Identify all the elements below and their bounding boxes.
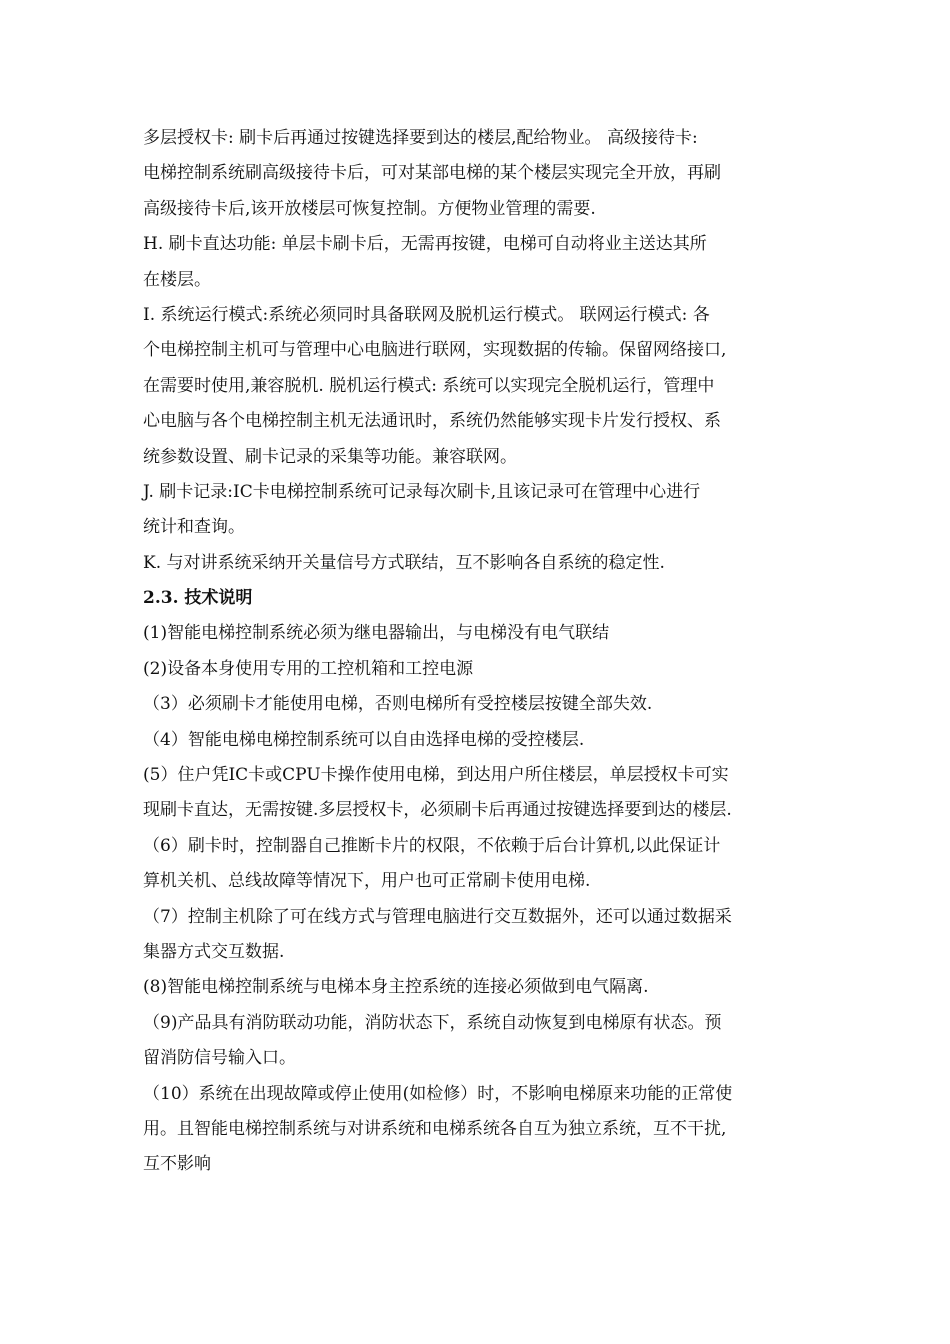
text-line: 在需要时使用,兼容脱机. 脱机运行模式: 系统可以实现完全脱机运行，管理中 bbox=[143, 375, 715, 396]
text-line: 在楼层。 bbox=[143, 269, 211, 290]
text-line: J. 刷卡记录:IC卡电梯控制系统可记录每次刷卡,且该记录可在管理中心进行 bbox=[143, 481, 701, 502]
text-line: 统计和查询。 bbox=[143, 517, 245, 538]
section-heading: 2.3. 技术说明 bbox=[143, 588, 253, 609]
text-line: (2)设备本身使用专用的工控机箱和工控电源 bbox=[143, 658, 474, 679]
text-line: (5）住户凭IC卡或CPU卡操作使用电梯，到达用户所住楼层，单层授权卡可实 bbox=[143, 765, 729, 786]
text-line: (8)智能电梯控制系统与电梯本身主控系统的连接必须做到电气隔离. bbox=[143, 977, 649, 998]
text-line: I. 系统运行模式:系统必须同时具备联网及脱机运行模式。 联网运行模式: 各 bbox=[143, 304, 710, 325]
body-text bbox=[143, 121, 823, 1183]
text-line: K. 与对讲系统采纳开关量信号方式联结，互不影响各自系统的稳定性. bbox=[143, 552, 665, 573]
text-line: 集器方式交互数据. bbox=[143, 941, 285, 962]
text-line: H. 刷卡直达功能: 单层卡刷卡后，无需再按键，电梯可自动将业主送达其所 bbox=[143, 234, 707, 255]
text-line: （4）智能电梯电梯控制系统可以自由选择电梯的受控楼层. bbox=[143, 729, 585, 750]
text-line: 互不影响 bbox=[143, 1154, 211, 1175]
text-line: 心电脑与各个电梯控制主机无法通讯时，系统仍然能够实现卡片发行授权、系 bbox=[143, 411, 721, 432]
text-line: 统参数设置、刷卡记录的采集等功能。兼容联网。 bbox=[143, 446, 517, 467]
text-line: 个电梯控制主机可与管理中心电脑进行联网，实现数据的传输。保留网络接口, bbox=[143, 340, 727, 361]
text-line: 现刷卡直达，无需按键.多层授权卡，必须刷卡后再通过按键选择要到达的楼层. bbox=[143, 800, 732, 821]
text-line: 算机关机、总线故障等情况下，用户也可正常刷卡使用电梯. bbox=[143, 871, 591, 892]
text-line: (1)智能电梯控制系统必须为继电器输出，与电梯没有电气联结 bbox=[143, 623, 610, 644]
text-line: （7）控制主机除了可在线方式与管理电脑进行交互数据外，还可以通过数据采 bbox=[143, 906, 732, 927]
text-line: 多层授权卡: 刷卡后再通过按键选择要到达的楼层,配给物业。 高级接待卡: bbox=[143, 128, 698, 148]
text-line: 高级接待卡后,该开放楼层可恢复控制。方便物业管理的需要. bbox=[143, 198, 596, 219]
text-line: 用。且智能电梯控制系统与对讲系统和电梯系统各自互为独立系统，互不干扰, bbox=[143, 1118, 727, 1139]
text-line: （10）系统在出现故障或停止使用(如检修）时，不影响电梯原来功能的正常使 bbox=[143, 1083, 733, 1104]
text-line: （9)产品具有消防联动功能，消防状态下，系统自动恢复到电梯原有状态。预 bbox=[143, 1012, 722, 1033]
text-line: （6）刷卡时，控制器自己推断卡片的权限，不依赖于后台计算机,以此保证计 bbox=[143, 835, 721, 856]
text-line: （3）必须刷卡才能使用电梯，否则电梯所有受控楼层按键全部失效. bbox=[143, 694, 653, 715]
text-line: 电梯控制系统刷高级接待卡后，可对某部电梯的某个楼层实现完全开放，再刷 bbox=[143, 163, 721, 184]
text-line: 留消防信号输入口。 bbox=[143, 1048, 296, 1069]
